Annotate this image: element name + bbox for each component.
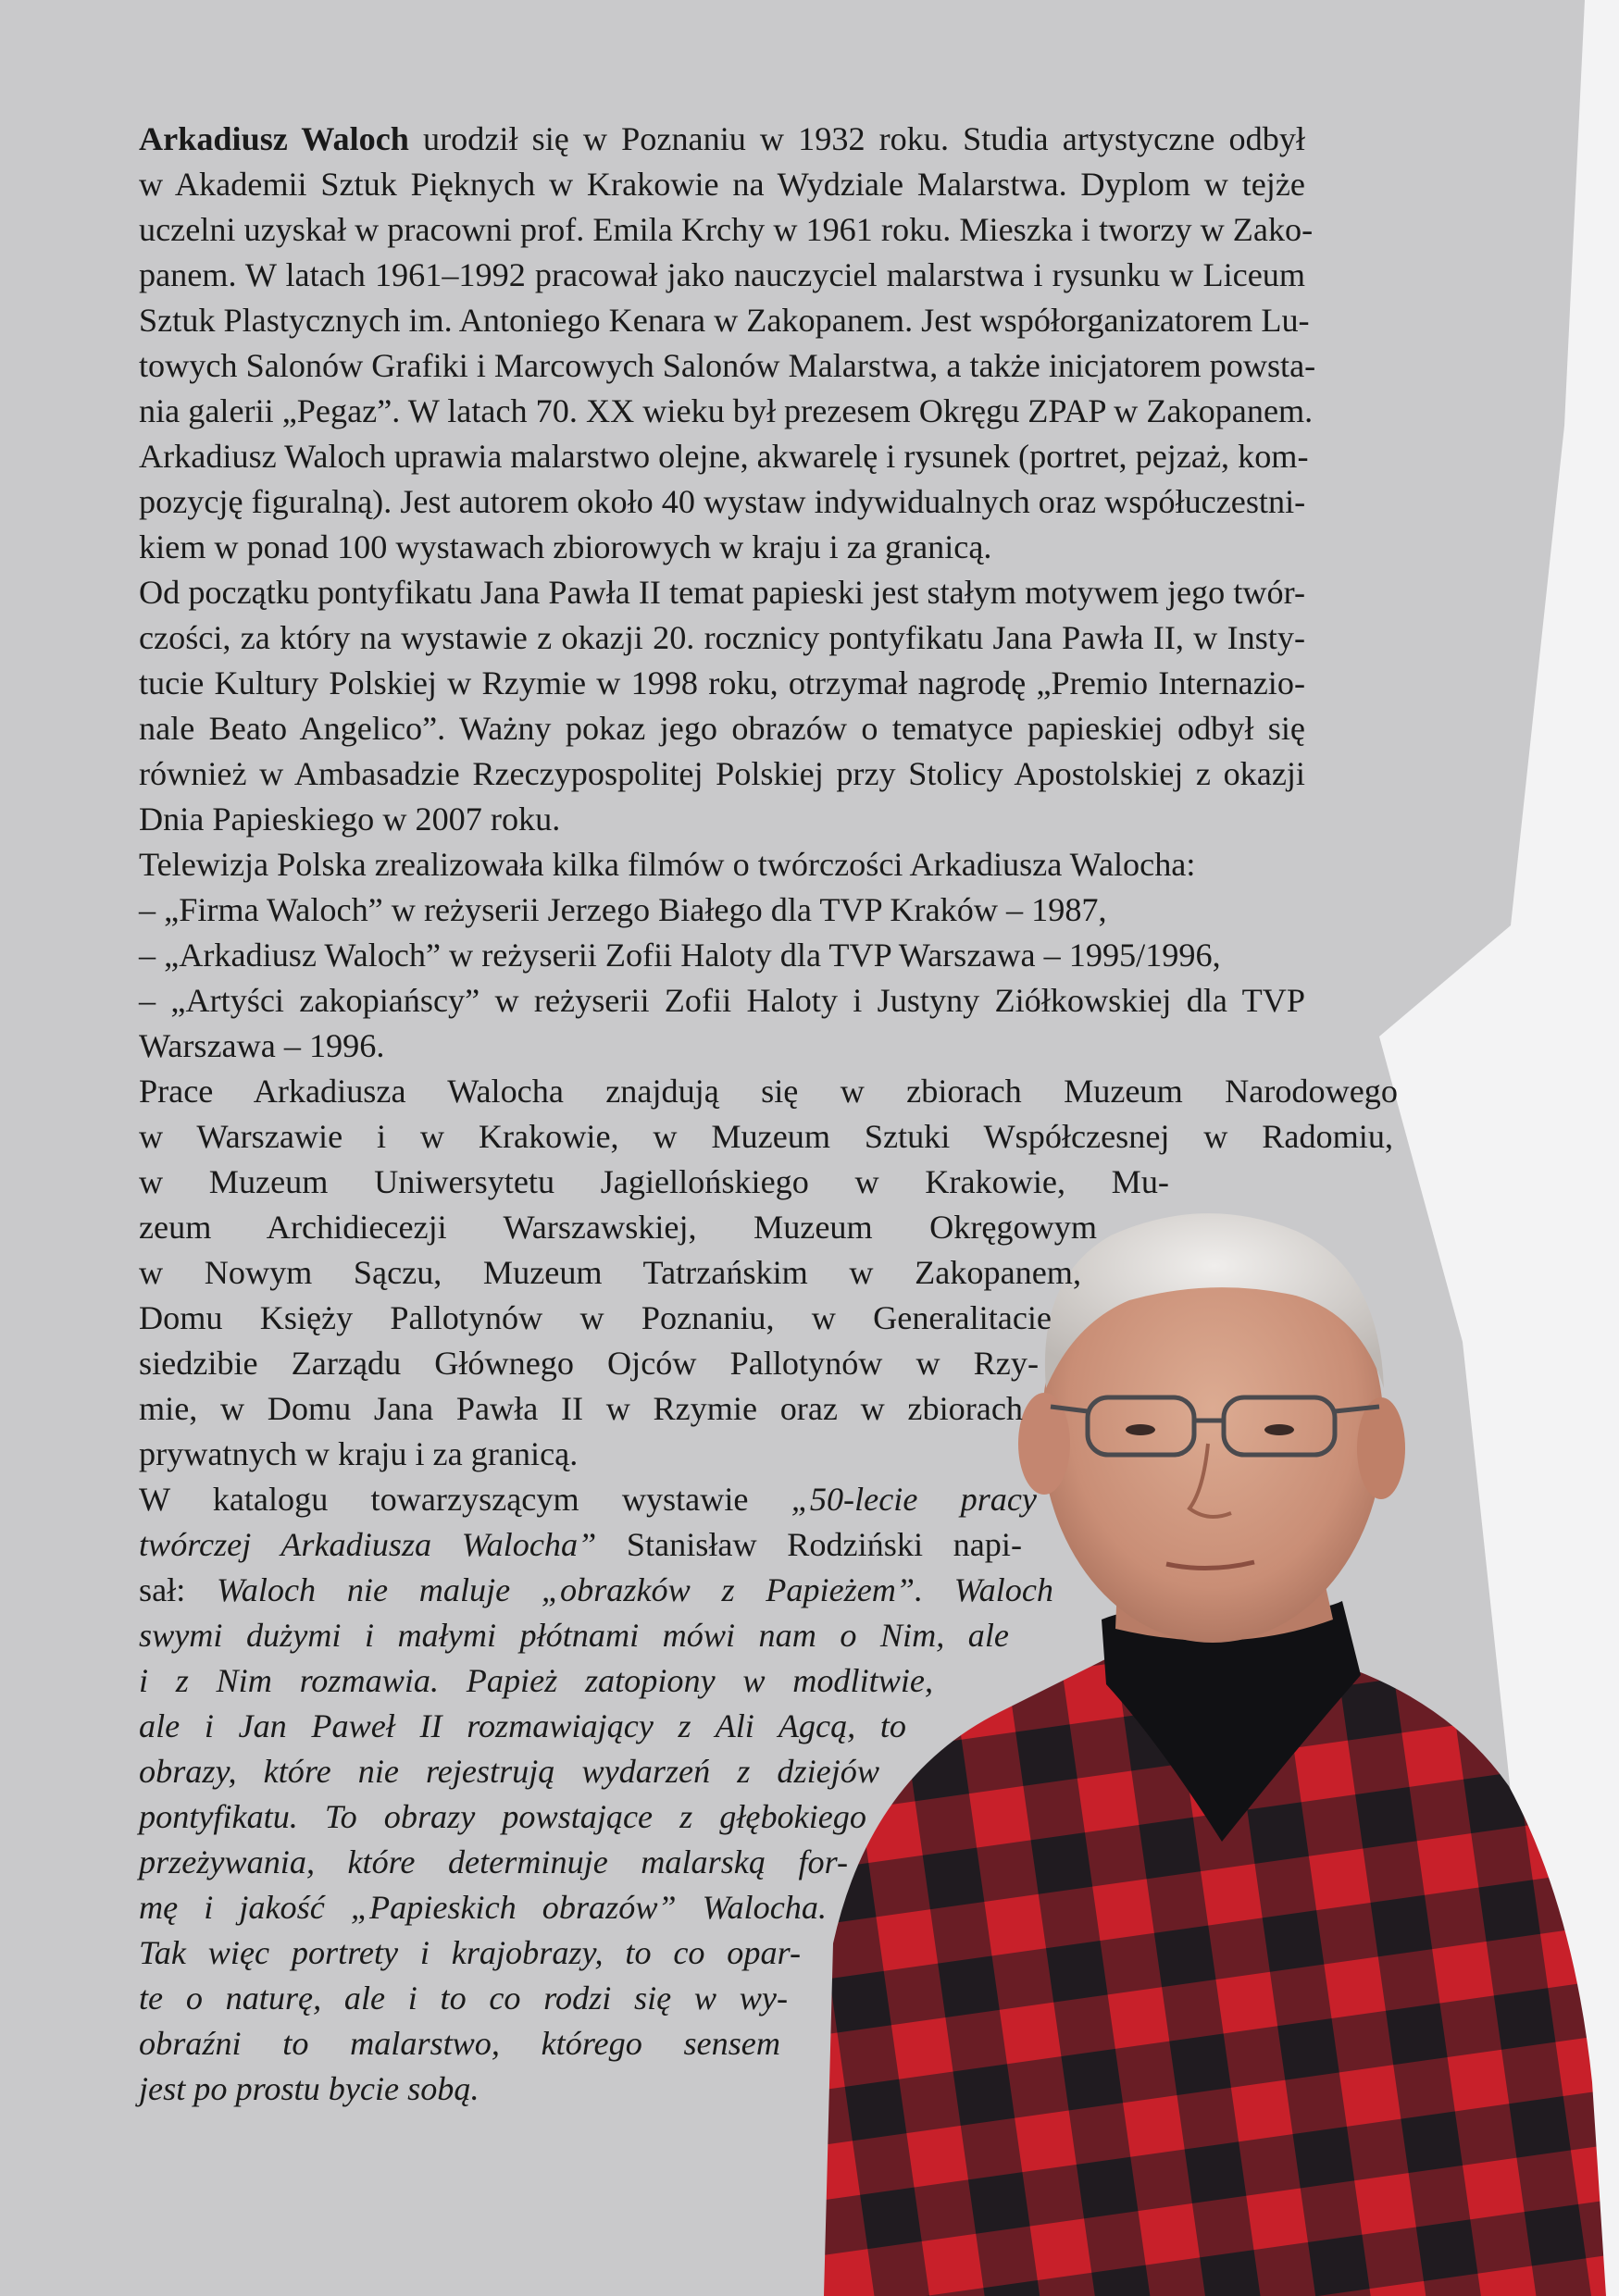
text-line: Arkadiusz Waloch uprawia malarstwo olejne, akwarelę i rysunek (portret, pejzaż, kom- — [139, 438, 1309, 475]
text-line: w Muzeum Uniwersytetu Jagiellońskiego w Krakowie, Mu- — [139, 1163, 1169, 1200]
text-line: w Warszawie i w Krakowie, w Muzeum Sztuki Współczesnej w Radomiu, — [139, 1118, 1393, 1155]
text-line: obrazy, które nie rejestrują wydarzeń z dziejów — [139, 1753, 879, 1790]
text-line: nale Beato Angelico”. Ważny pokaz jego obrazów o tematyce papieskiej odbył się — [139, 710, 1305, 747]
text-line: Od początku pontyfikatu Jana Pawła II temat papieski jest stałym motywem jego twór- — [139, 574, 1305, 611]
right-ear — [1357, 1397, 1405, 1499]
text-line: Arkadiusz Waloch urodził się w Poznaniu w 1932 roku. Studia artystyczne odbył — [139, 120, 1305, 157]
text-line: siedzibie Zarządu Głównego Ojców Pallotynów w Rzy- — [139, 1345, 1039, 1382]
text-line: nia galerii „Pegaz”. W latach 70. XX wieku był prezesem Okręgu ZPAP w Zakopanem. — [139, 392, 1314, 429]
text-line: prywatnych w kraju i za granicą. — [139, 1435, 579, 1472]
text-line: i z Nim rozmawia. Papież zatopiony w modlitwie, — [139, 1662, 933, 1699]
text-line: mę i jakość „Papieskich obrazów” Walocha. — [139, 1889, 827, 1926]
text-line: zeum Archidiecezji Warszawskiej, Muzeum Okręgowym — [139, 1209, 1097, 1246]
text-line: pozycję figuralną). Jest autorem około 40 wystaw indywidualnych oraz współuczestni- — [139, 483, 1306, 520]
text-line: czości, za który na wystawie z okazji 20. rocznicy pontyfikatu Jana Pawła II, w Insty- — [139, 619, 1305, 656]
text-line: Prace Arkadiusza Walocha znajdują się w zbiorach Muzeum Narodowego — [139, 1073, 1398, 1110]
text-line: sał: Waloch nie maluje „obrazków z Papieżem”. Waloch — [139, 1571, 1053, 1608]
text-line: panem. W latach 1961–1992 pracował jako nauczyciel malarstwa i rysunku w Liceum — [139, 256, 1305, 293]
right-eye — [1264, 1424, 1294, 1435]
text-line: – „Arkadiusz Waloch” w reżyserii Zofii Haloty dla TVP Warszawa – 1995/1996, — [139, 937, 1221, 974]
text-line: Telewizja Polska zrealizowała kilka filmów o twórczości Arkadiusza Walocha: — [139, 846, 1196, 883]
text-line: przeżywania, które determinuje malarską for- — [139, 1843, 848, 1880]
text-line: w Akademii Sztuk Pięknych w Krakowie na Wydziale Malarstwa. Dyplom w tejże — [139, 166, 1305, 203]
text-line: tucie Kultury Polskiej w Rzymie w 1998 roku, otrzymał nagrodę „Premio Internazio- — [139, 664, 1305, 701]
text-line: obraźni to malarstwo, którego sensem — [139, 2025, 780, 2062]
text-line: jest po prostu bycie sobą. — [139, 2070, 479, 2107]
text-line: również w Ambasadzie Rzeczypospolitej Polskiej przy Stolicy Apostolskiej z okazji — [139, 755, 1305, 792]
text-line: ale i Jan Paweł II rozmawiający z Ali Agcą, to — [139, 1707, 906, 1744]
text-line: Sztuk Plastycznych im. Antoniego Kenara w Zakopanem. Jest współorganizatorem Lu- — [139, 302, 1310, 339]
text-line: – „Firma Waloch” w reżyserii Jerzego Białego dla TVP Kraków – 1987, — [139, 891, 1107, 928]
text-line: W katalogu towarzyszącym wystawie „50-lecie pracy — [139, 1481, 1037, 1518]
text-line: Domu Księży Pallotynów w Poznaniu, w Generalitacie — [139, 1299, 1052, 1336]
text-line: towych Salonów Grafiki i Marcowych Salonów Malarstwa, a także inicjatorem powsta- — [139, 347, 1316, 384]
text-line: Warszawa – 1996. — [139, 1027, 385, 1064]
text-line: kiem w ponad 100 wystawach zbiorowych w kraju i za granicą. — [139, 528, 992, 565]
text-line: uczelni uzyskał w pracowni prof. Emila Krchy w 1961 roku. Mieszka i tworzy w Zako- — [139, 211, 1314, 248]
text-line: Dnia Papieskiego w 2007 roku. — [139, 800, 561, 838]
text-line: swymi dużymi i małymi płótnami mówi nam o Nim, ale — [139, 1617, 1009, 1654]
text-line: twórczej Arkadiusza Walocha” Stanisław Rodziński napi- — [139, 1526, 1022, 1563]
text-line: Tak więc portrety i krajobrazy, to co opar- — [139, 1934, 801, 1971]
text-line: – „Artyści zakopiańscy” w reżyserii Zofii Haloty i Justyny Ziółkowskiej dla TVP — [139, 982, 1305, 1019]
left-eye — [1126, 1424, 1155, 1435]
text-line: te o naturę, ale i to co rodzi się w wy- — [139, 1980, 788, 2017]
text-line: mie, w Domu Jana Pawła II w Rzymie oraz w zbiorach — [139, 1390, 1023, 1427]
text-line: pontyfikatu. To obrazy powstające z głębokiego — [139, 1798, 866, 1835]
text-line: w Nowym Sączu, Muzeum Tatrzańskim w Zakopanem, — [139, 1254, 1081, 1291]
